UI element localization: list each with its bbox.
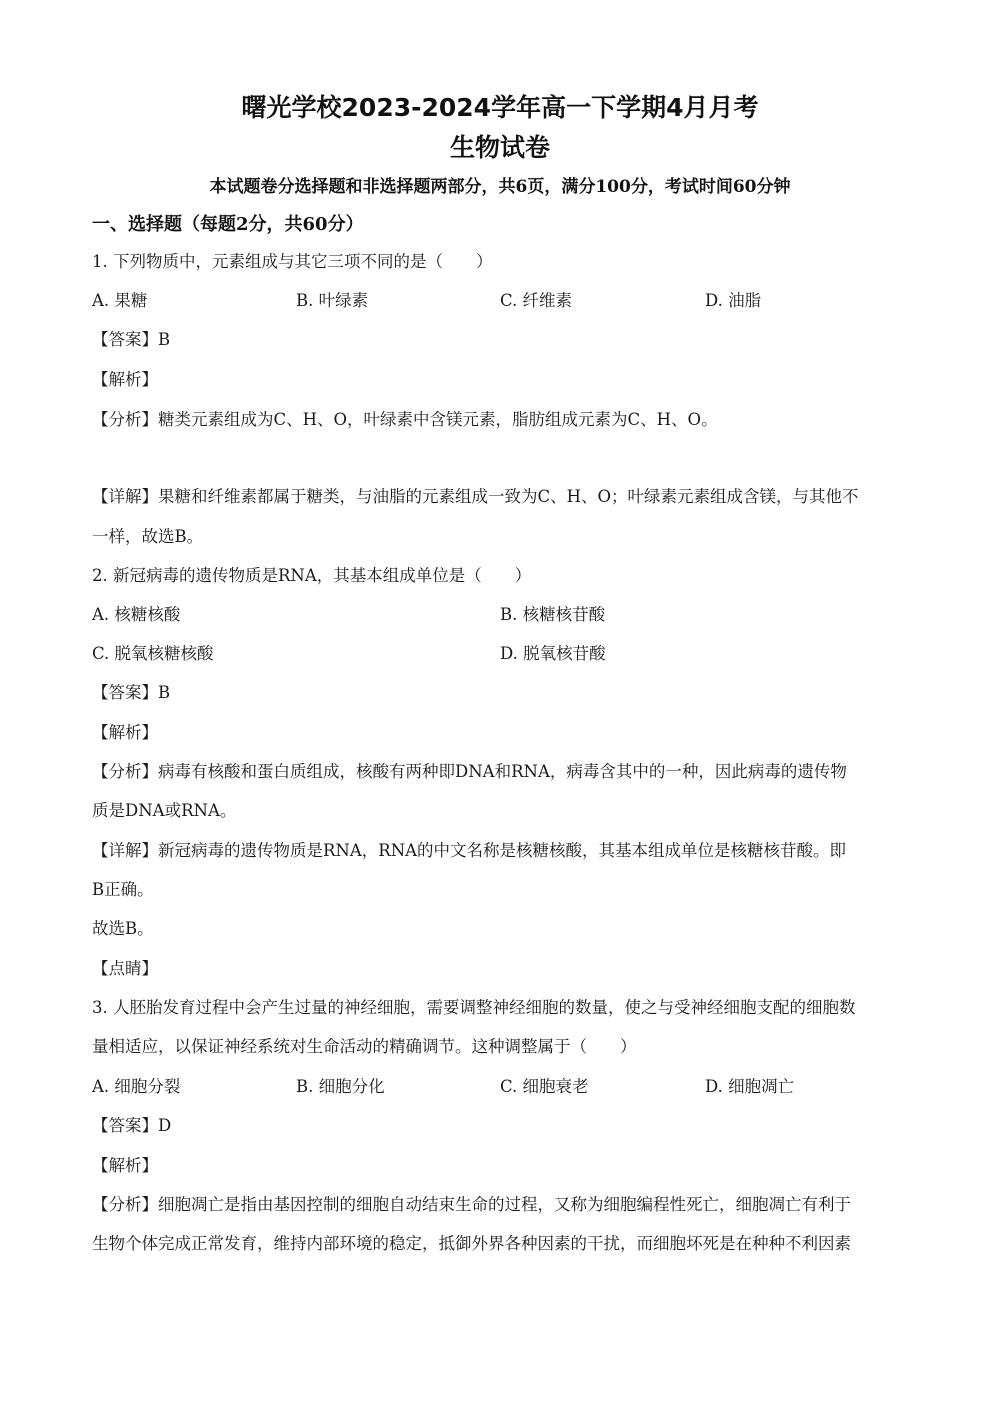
q1-analysis-label: 【解析】 (92, 370, 158, 389)
q2-option-d: D. 脱氧核苷酸 (500, 644, 606, 663)
q1-stem: 1. 下列物质中，元素组成与其它三项不同的是（ ） (92, 252, 493, 271)
exam-instructions: 本试题卷分选择题和非选择题两部分，共6页，满分100分，考试时间60分钟 (209, 177, 791, 197)
q2-stem: 2. 新冠病毒的遗传物质是RNA，其基本组成单位是（ ） (92, 566, 532, 585)
q1-fenxi: 【分析】糖类元素组成为C、H、O，叶绿素中含镁元素，脂肪组成元素为C、H、O。 (92, 410, 718, 429)
q3-option-d: D. 细胞凋亡 (705, 1077, 795, 1096)
q2-option-b: B. 核糖核苷酸 (500, 605, 606, 624)
q1-answer: 【答案】B (92, 330, 171, 349)
q2-fenxi-line1: 【分析】病毒有核酸和蛋白质组成，核酸有两种即DNA和RNA，病毒含其中的一种，因此病毒的遗传物 (92, 762, 847, 781)
q1-xiangjie-line1: 【详解】果糖和纤维素都属于糖类，与油脂的元素组成一致为C、H、O；叶绿素元素组成含镁，与其他不 (92, 487, 859, 506)
q2-xiangjie-line2: B正确。 (92, 880, 154, 899)
q1-option-a: A. 果糖 (92, 291, 148, 310)
q3-option-a: A. 细胞分裂 (92, 1077, 181, 1096)
q2-analysis-label: 【解析】 (92, 723, 158, 742)
q3-stem-line2: 量相适应，以保证神经系统对生命活动的精确调节。这种调整属于（ ） (92, 1037, 637, 1056)
q3-answer: 【答案】D (92, 1116, 172, 1135)
q3-option-c: C. 细胞衰老 (500, 1077, 589, 1096)
section-heading: 一、选择题（每题2分，共60分） (92, 214, 364, 235)
q3-stem-line1: 3. 人胚胎发育过程中会产生过量的神经细胞，需要调整神经细胞的数量，使之与受神经细胞支配的细胞数 (92, 998, 856, 1017)
q1-option-b: B. 叶绿素 (296, 291, 369, 310)
q1-option-c: C. 纤维素 (500, 291, 573, 310)
q3-fenxi-line2: 生物个体完成正常发育，维持内部环境的稳定，抵御外界各种因素的干扰，而细胞坏死是在种种不利因素 (92, 1234, 851, 1253)
q2-dianjing: 【点睛】 (92, 959, 158, 978)
q3-analysis-label: 【解析】 (92, 1156, 158, 1175)
q2-xiangjie-line1: 【详解】新冠病毒的遗传物质是RNA，RNA的中文名称是核糖核酸，其基本组成单位是核糖核苷酸。即 (92, 841, 847, 860)
q1-option-d: D. 油脂 (705, 291, 762, 310)
q3-option-b: B. 细胞分化 (296, 1077, 385, 1096)
exam-subject: 生物试卷 (449, 133, 550, 162)
q2-conclusion: 故选B。 (92, 919, 154, 938)
q1-xiangjie-line2: 一样，故选B。 (92, 527, 204, 546)
q3-fenxi-line1: 【分析】细胞凋亡是指由基因控制的细胞自动结束生命的过程，又称为细胞编程性死亡，细胞凋亡有利于 (92, 1195, 851, 1214)
q2-option-a: A. 核糖核酸 (92, 605, 181, 624)
q2-option-c: C. 脱氧核糖核酸 (92, 644, 214, 663)
exam-title: 曙光学校2023-2024学年高一下学期4月月考 (241, 93, 759, 122)
q2-answer: 【答案】B (92, 683, 171, 702)
q2-fenxi-line2: 质是DNA或RNA。 (92, 801, 237, 820)
